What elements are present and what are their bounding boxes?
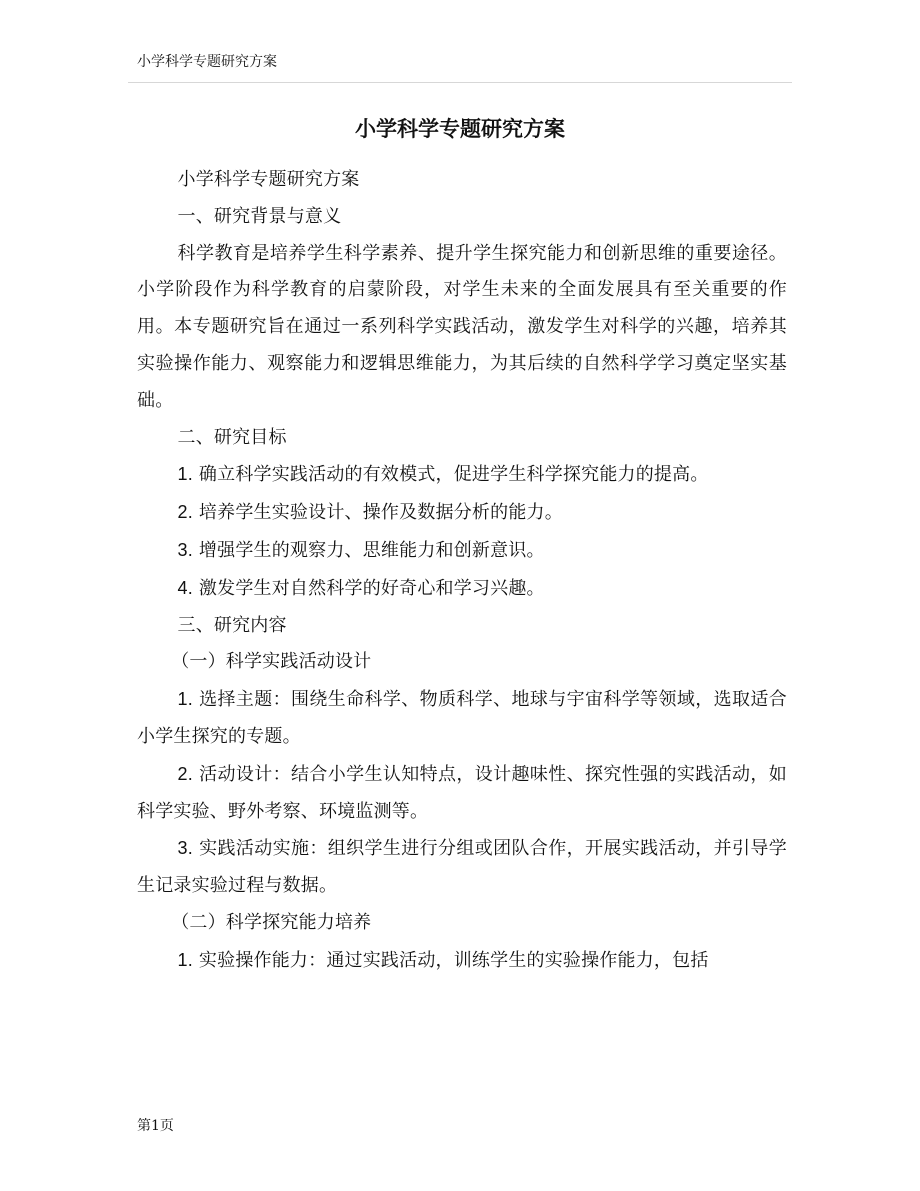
document-title: 小学科学专题研究方案: [355, 116, 565, 141]
content-item: [137, 942, 787, 980]
list-text: 实践活动实施：组织学生进行分组或团队合作，开展实践活动，并引导学生记录实验过程与数据。: [137, 838, 787, 897]
goal-item: [137, 494, 787, 532]
list-number: 3.: [177, 539, 193, 560]
section-heading-goals: 二、研究目标: [177, 426, 287, 448]
subsection-heading-inquiry-ability: （二）科学探究能力培养: [171, 911, 372, 933]
goal-item: [137, 456, 787, 494]
content-item: [137, 681, 787, 756]
list-number: 4.: [177, 577, 193, 598]
content-item: [137, 756, 787, 831]
list-text: 选择主题：围绕生命科学、物质科学、地球与宇宙科学等领域，选取适合小学生探究的专题。: [137, 689, 787, 747]
list-number: 1.: [177, 949, 193, 970]
goal-item: [137, 532, 787, 570]
subsection-heading-activity-design: （一）科学实践活动设计: [171, 651, 372, 673]
list-text: 激发学生对自然科学的好奇心和学习兴趣。: [198, 577, 545, 599]
list-text: 确立科学实践活动的有效模式，促进学生科学探究能力的提高。: [198, 464, 709, 486]
goal-item: [137, 570, 787, 608]
header-divider: [128, 82, 792, 83]
list-number: 2.: [177, 502, 193, 523]
list-text: 实验操作能力：通过实践活动，训练学生的实验操作能力，包括: [198, 949, 709, 971]
page-number: 第1页: [137, 1118, 174, 1134]
running-header: 小学科学专题研究方案: [137, 54, 277, 70]
list-number: 1.: [177, 464, 193, 485]
list-number: 2.: [177, 763, 193, 784]
section-heading-background: 一、研究背景与意义: [177, 205, 342, 227]
subtitle-line: 小学科学专题研究方案: [177, 169, 360, 190]
list-number: 1.: [177, 689, 193, 710]
content-item: [137, 830, 787, 905]
list-text: 培养学生实验设计、操作及数据分析的能力。: [198, 502, 563, 524]
document-body: [137, 162, 787, 980]
section-heading-content: 三、研究内容: [177, 614, 287, 636]
background-paragraph: 科学教育是培养学生科学素养、提升学生探究能力和创新思维的重要途径。小学阶段作为科学教育的启蒙阶段，对学生未来的全面发展具有至关重要的作用。本专题研究旨在通过一系列科学实践活动，激发学生对科学的兴趣，培养其实验操作能力、观察能力和逻辑思维能力，为其后续的自然科学学习奠定坚实基础。: [137, 242, 787, 411]
list-number: 3.: [177, 838, 193, 859]
list-text: 增强学生的观察力、思维能力和创新意识。: [198, 539, 545, 561]
list-text: 活动设计：结合小学生认知特点，设计趣味性、探究性强的实践活动，如科学实验、野外考察、环境监测等。: [137, 763, 787, 822]
